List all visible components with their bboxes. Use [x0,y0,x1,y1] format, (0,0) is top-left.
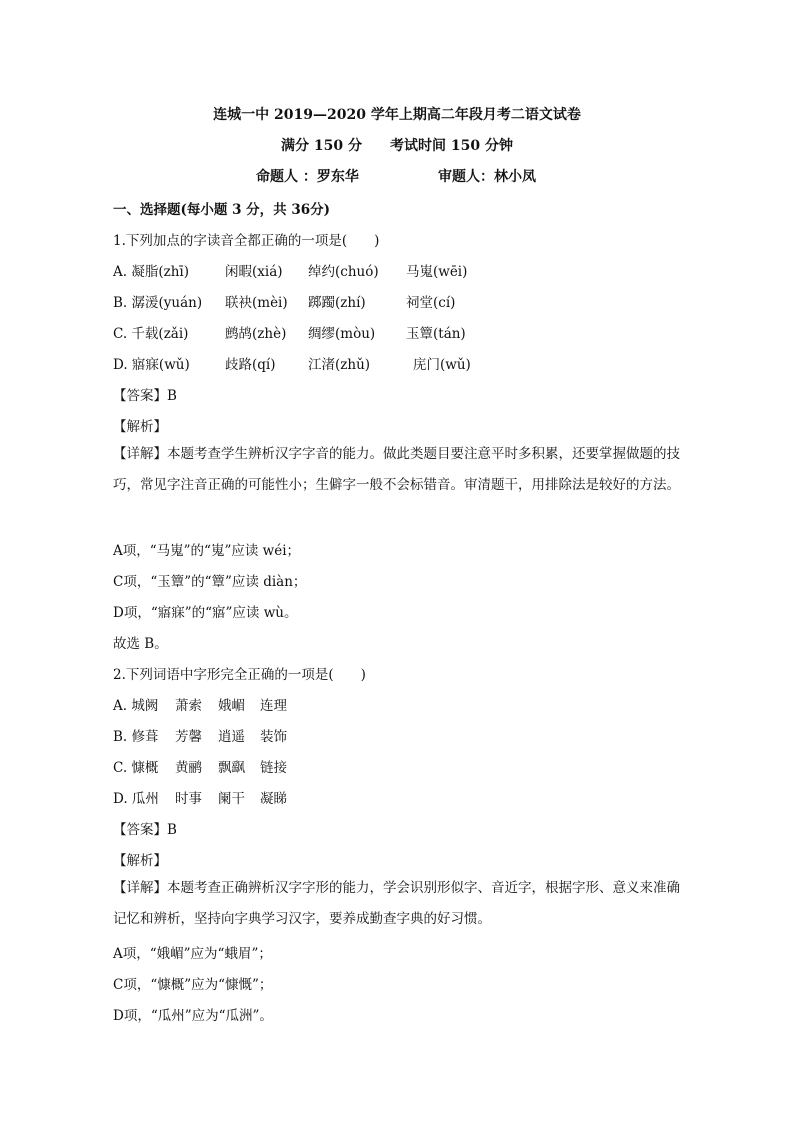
q1-conclusion: 故选 B。 [113,636,168,652]
reviewer: 审题人：林小凤 [438,169,536,185]
setter: 命题人 ：罗东华 [256,169,359,185]
score-time: 满分 150 分 考试时间 150 分钟 [281,138,513,154]
q2-note-d: D项，“瓜州”应为“瓜洲”。 [113,1008,273,1024]
q2-note-c: C项，“慷概”应为“慷慨”； [113,977,273,993]
exam-page: 连城一中 2019—2020 学年上期高二年段月考二语文试卷 满分 150 分 考试时间 150 分钟 命题人 ：罗东华 审题人：林小凤 一、选择题(每小题 3 分，共 36分) 1.下列加点的字读音全都正确的一项是( ) A. 凝脂(zhī) 闲暇(xiá) 绰约(chuó) 马嵬(wēi) B. 潺湲(yuán) 联袂(mèi) 踯躅(zhí) 祠堂(cí) C. 千载(zǎi) 鹧鸪(zhè) 绸缪(mòu) 玉簟(tán) D. 寤寐(wǔ) 歧路(qí) 江渚(zhǔ) 庑门(wǔ) 【答案】B 【解析】 【详解】本题考查学生辨析汉字字音的能力。做此类题目要注意平时多积累，还要掌握做题的技巧，常见字注音正确的可能性小；生僻字一般不会标错音。审清题干，用排除法是较好的方法。 A项，“马嵬”的“嵬”应读 wéi； C项，“玉簟”的“簟”应读 diàn； D项，“寤寐”的“寤”应读 wù。 故选 B。 2.下列词语中字形完全正确的一项是( ) A. 城阙 萧索 娥嵋 连理 B. 修葺 芳馨 逍遥 装饰 C. 慷概 黄鹂 飘飖 链接 D. 瓜州 时事 阑干 凝睇 【答案】B 【解析】 【详解】本题考查正确辨析汉字字形的能力，学会识别形似字、音近字，根据字形、意义来准确记忆和辨析，坚持向字典学习汉字，要养成勤查字典的好习惯。 A项，“娥嵋”应为“蛾眉”； C项，“慷概”应为“慷慨”； D项，“瓜州”应为“瓜洲”。 [0,0,794,1123]
section-heading: 一、选择题(每小题 3 分，共 36分) [113,202,331,218]
q2-detail: 【详解】本题考查正确辨析汉字字形的能力，学会识别形似字、音近字，根据字形、意义来准确记忆和辨析，坚持向字典学习汉字，要养成勤查字典的好习惯。 [113,880,680,927]
q2-analysis-label: 【解析】 [113,853,167,869]
exam-title: 连城一中 2019—2020 学年上期高二年段月考二语文试卷 [213,107,581,123]
q1-detail: 【详解】本题考查学生辨析汉字字音的能力。做此类题目要注意平时多积累，还要掌握做题的技巧，常见字注音正确的可能性小；生僻字一般不会标错音。审清题干，用排除法是较好的方法。 [113,446,680,493]
q1-note-d: D项，“寤寐”的“寤”应读 wù。 [113,605,298,621]
q2-answer: 【答案】B [113,822,177,838]
q1-note-a: A项，“马嵬”的“嵬”应读 wéi； [113,543,301,559]
q2-note-a: A项，“娥嵋”应为“蛾眉”； [113,946,272,962]
q1-analysis-label: 【解析】 [113,419,167,435]
q2-stem: 2.下列词语中字形完全正确的一项是( ) [113,667,366,683]
q1-note-c: C项，“玉簟”的“簟”应读 diàn； [113,574,307,590]
q1-stem: 1.下列加点的字读音全都正确的一项是( ) [113,233,380,249]
q1-answer: 【答案】B [113,388,177,404]
